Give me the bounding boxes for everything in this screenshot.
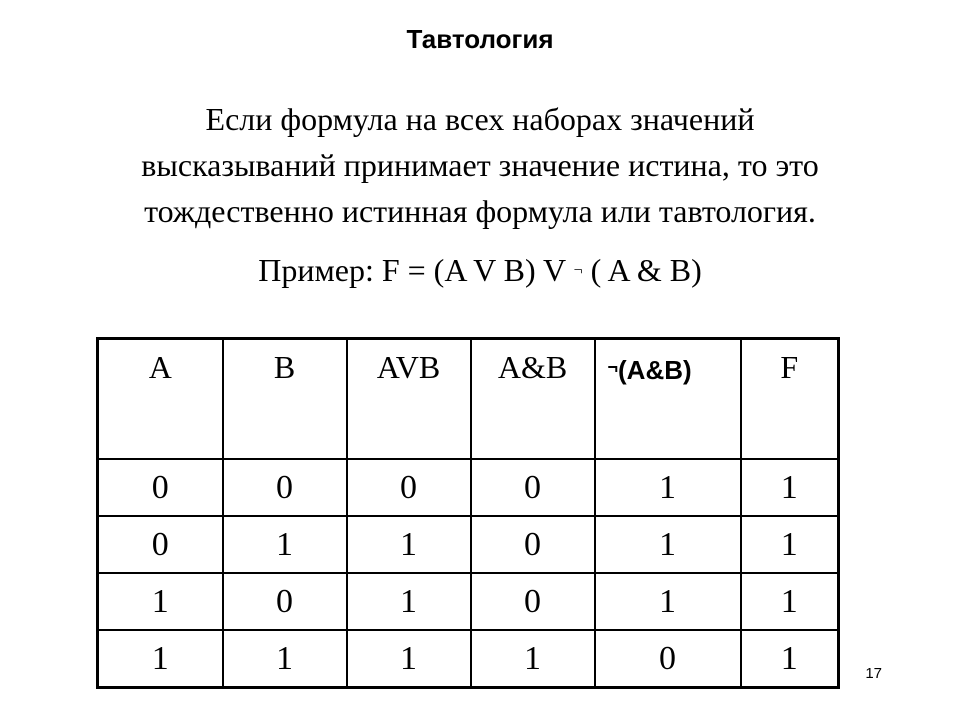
header-not-a-and-b: [595, 339, 741, 460]
table-cell: 1: [223, 516, 347, 573]
table-cell: 1: [98, 573, 223, 630]
table-cell: 0: [223, 573, 347, 630]
header-f: F: [741, 339, 839, 460]
table-cell: 1: [595, 573, 741, 630]
table-cell: 1: [347, 516, 471, 573]
header-a-or-b: AVB: [347, 339, 471, 460]
table-cell: 1: [741, 516, 839, 573]
example-formula: [0, 248, 960, 293]
table-cell: 0: [471, 573, 595, 630]
table-header-row: [98, 339, 839, 460]
header-not-a-and-b-label: (A&B): [618, 355, 692, 385]
table-cell: 1: [741, 630, 839, 688]
negation-symbol: ¬: [573, 262, 583, 279]
table-cell: 0: [223, 459, 347, 516]
table-cell: 0: [98, 459, 223, 516]
header-negation-symbol: ¬: [607, 357, 619, 377]
table-cell: 0: [98, 516, 223, 573]
table-row: [98, 573, 839, 630]
table-cell: 1: [595, 516, 741, 573]
page-number: 17: [865, 665, 882, 682]
example-suffix: ( A & B): [590, 252, 702, 288]
table-cell: 1: [223, 630, 347, 688]
definition-line-3: тождественно истинная формула или тавтология.: [144, 193, 816, 229]
table-row: [98, 630, 839, 688]
table-cell: 1: [595, 459, 741, 516]
definition-text: [40, 96, 920, 234]
header-a-and-b: A&B: [471, 339, 595, 460]
table-cell: 1: [471, 630, 595, 688]
table-cell: 0: [471, 459, 595, 516]
table-cell: 0: [347, 459, 471, 516]
table-cell: 1: [98, 630, 223, 688]
truth-table: [96, 337, 840, 689]
table-cell: 1: [347, 630, 471, 688]
example-prefix: Пример: F = (A V B) V: [258, 252, 566, 288]
table-row: [98, 516, 839, 573]
header-b: B: [223, 339, 347, 460]
table-cell: 1: [347, 573, 471, 630]
table-cell: 0: [471, 516, 595, 573]
table-cell: 1: [741, 573, 839, 630]
definition-line-1: Если формула на всех наборах значений: [205, 101, 755, 137]
header-a: A: [98, 339, 223, 460]
table-cell: 0: [595, 630, 741, 688]
table-row: [98, 459, 839, 516]
table-cell: 1: [741, 459, 839, 516]
definition-line-2: высказываний принимает значение истина, то это: [141, 147, 819, 183]
slide-title: Тавтология: [406, 24, 554, 54]
